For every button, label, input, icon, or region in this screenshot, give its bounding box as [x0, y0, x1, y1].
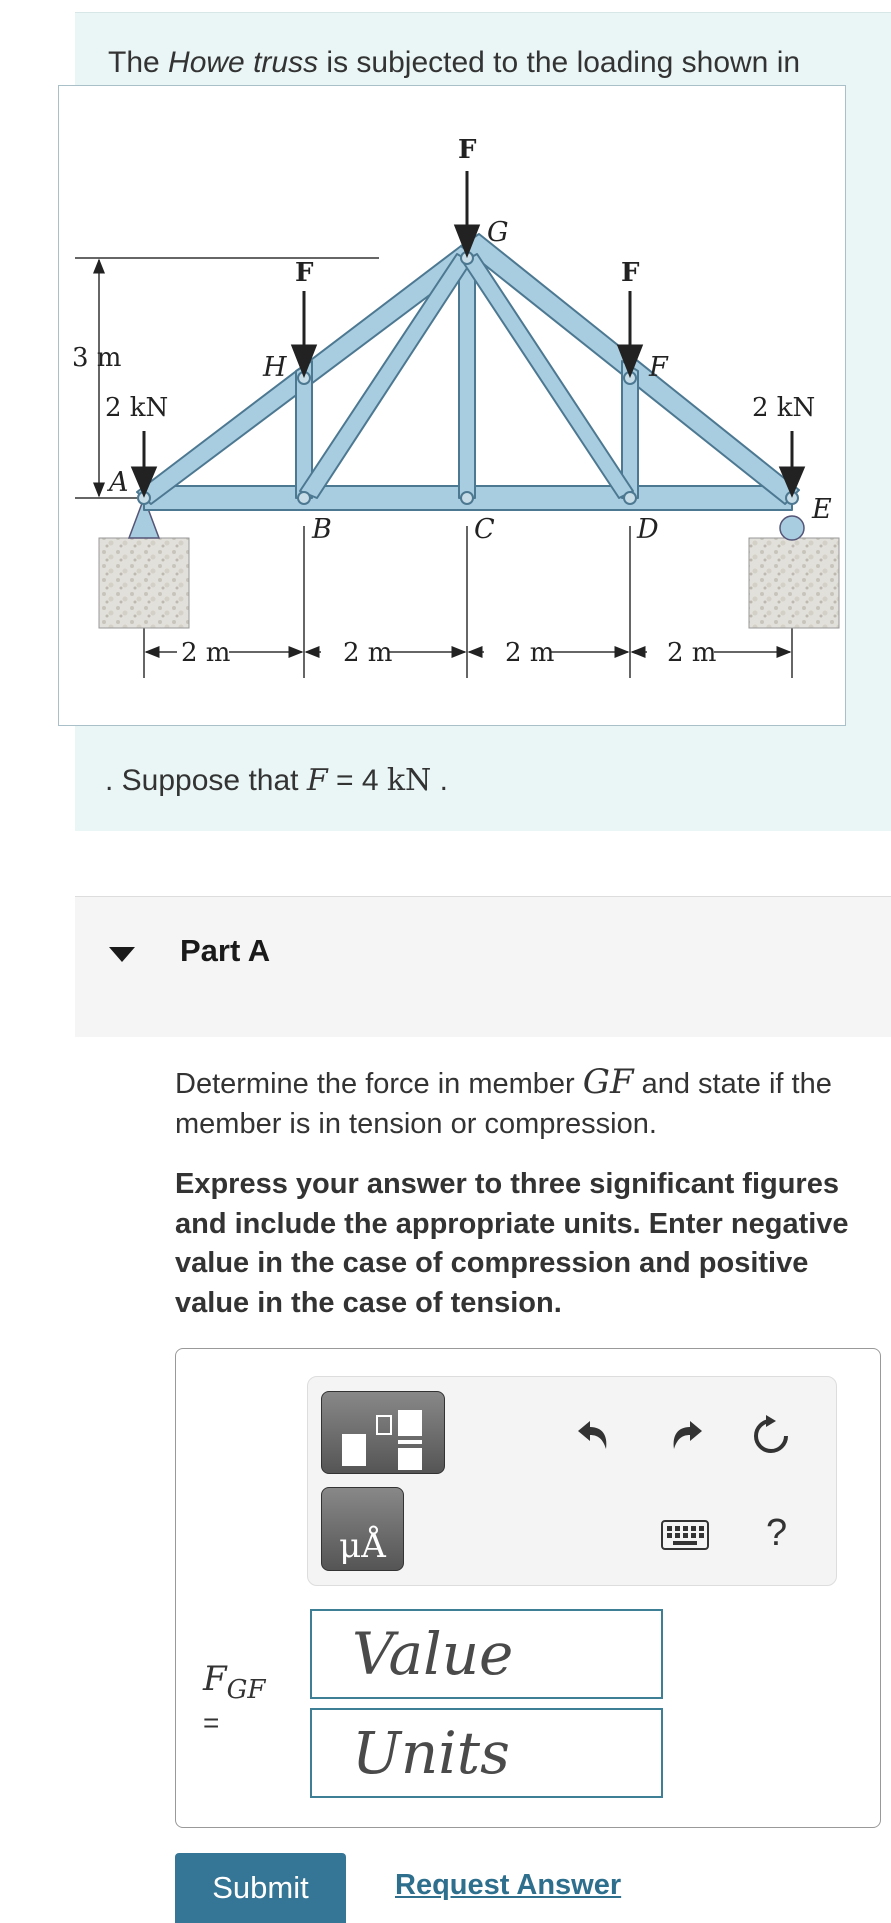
left-support — [99, 538, 189, 628]
height-label: 3 m — [72, 343, 122, 373]
suppose-unit: kN — [386, 763, 432, 798]
joint-label-f: F — [649, 352, 668, 383]
math-toolbar — [307, 1376, 837, 1586]
joint-label-b: B — [312, 514, 332, 545]
submit-button[interactable]: Submit — [175, 1853, 346, 1923]
joint-label-a: A — [109, 467, 129, 498]
suppose-prefix: . Suppose that — [105, 764, 307, 797]
span-label-3: 2 m — [505, 638, 555, 668]
problem-intro — [108, 45, 800, 81]
suppose-equals: = 4 — [327, 764, 387, 797]
equals-sign: = — [203, 1707, 220, 1738]
right-support — [749, 538, 839, 628]
truss-diagram — [59, 86, 845, 725]
collapse-toggle-icon[interactable] — [109, 947, 135, 962]
roller-support — [780, 516, 804, 540]
load-label-end-right: 2 kN — [752, 393, 816, 423]
part-a-header[interactable] — [75, 896, 891, 1037]
joint-label-d: D — [637, 514, 659, 545]
problem-statement — [72, 12, 891, 831]
truss-members — [137, 234, 799, 510]
intro-suffix: is subjected to the loading shown in — [318, 46, 801, 79]
keyboard-icon[interactable] — [661, 1520, 709, 1550]
load-label-right: F — [621, 258, 640, 288]
span-label-2: 2 m — [343, 638, 393, 668]
joint-label-e: E — [812, 494, 832, 525]
answer-instructions: Express your answer to three significant figures and include the appropriate units. Enter negative value in the case of compression and positive value in the case of tension. — [175, 1168, 849, 1319]
load-label-top: F — [458, 135, 477, 165]
suppose-variable: F — [306, 763, 328, 798]
truss-figure — [58, 85, 846, 726]
question-text — [175, 1062, 885, 1144]
request-answer-link[interactable]: Request Answer — [395, 1869, 622, 1901]
question-suffix: and state if the member is in tension or compression. — [175, 1068, 832, 1140]
joint-label-c: C — [474, 514, 495, 545]
question-member: GF — [582, 1062, 634, 1102]
redo-icon[interactable] — [666, 1413, 710, 1457]
span-label-4: 2 m — [667, 638, 717, 668]
load-label-left: F — [295, 258, 314, 288]
reset-icon[interactable] — [748, 1413, 794, 1459]
intro-prefix: The — [108, 46, 169, 79]
value-input[interactable] — [310, 1609, 663, 1699]
units-button-label: μÅ — [339, 1526, 386, 1566]
variable-label — [203, 1659, 265, 1705]
suppose-end: . — [431, 764, 448, 797]
load-label-end-left: 2 kN — [105, 393, 169, 423]
intro-emphasis: Howe truss — [168, 46, 319, 79]
part-title: Part A — [180, 933, 271, 968]
help-button[interactable]: ? — [766, 1512, 788, 1554]
units-input[interactable] — [310, 1708, 663, 1798]
joint-label-g: G — [487, 217, 509, 248]
units-button[interactable] — [321, 1487, 404, 1571]
templates-button[interactable] — [321, 1391, 445, 1474]
joint-label-h: H — [263, 352, 287, 383]
question-prefix: Determine the force in member — [175, 1068, 583, 1100]
answer-panel — [175, 1348, 881, 1828]
variable-main: F — [203, 1659, 227, 1699]
templates-icon — [322, 1392, 446, 1475]
undo-icon[interactable] — [570, 1413, 614, 1457]
span-label-1: 2 m — [181, 638, 231, 668]
variable-subscript: GF — [226, 1675, 266, 1705]
problem-given — [105, 761, 448, 801]
